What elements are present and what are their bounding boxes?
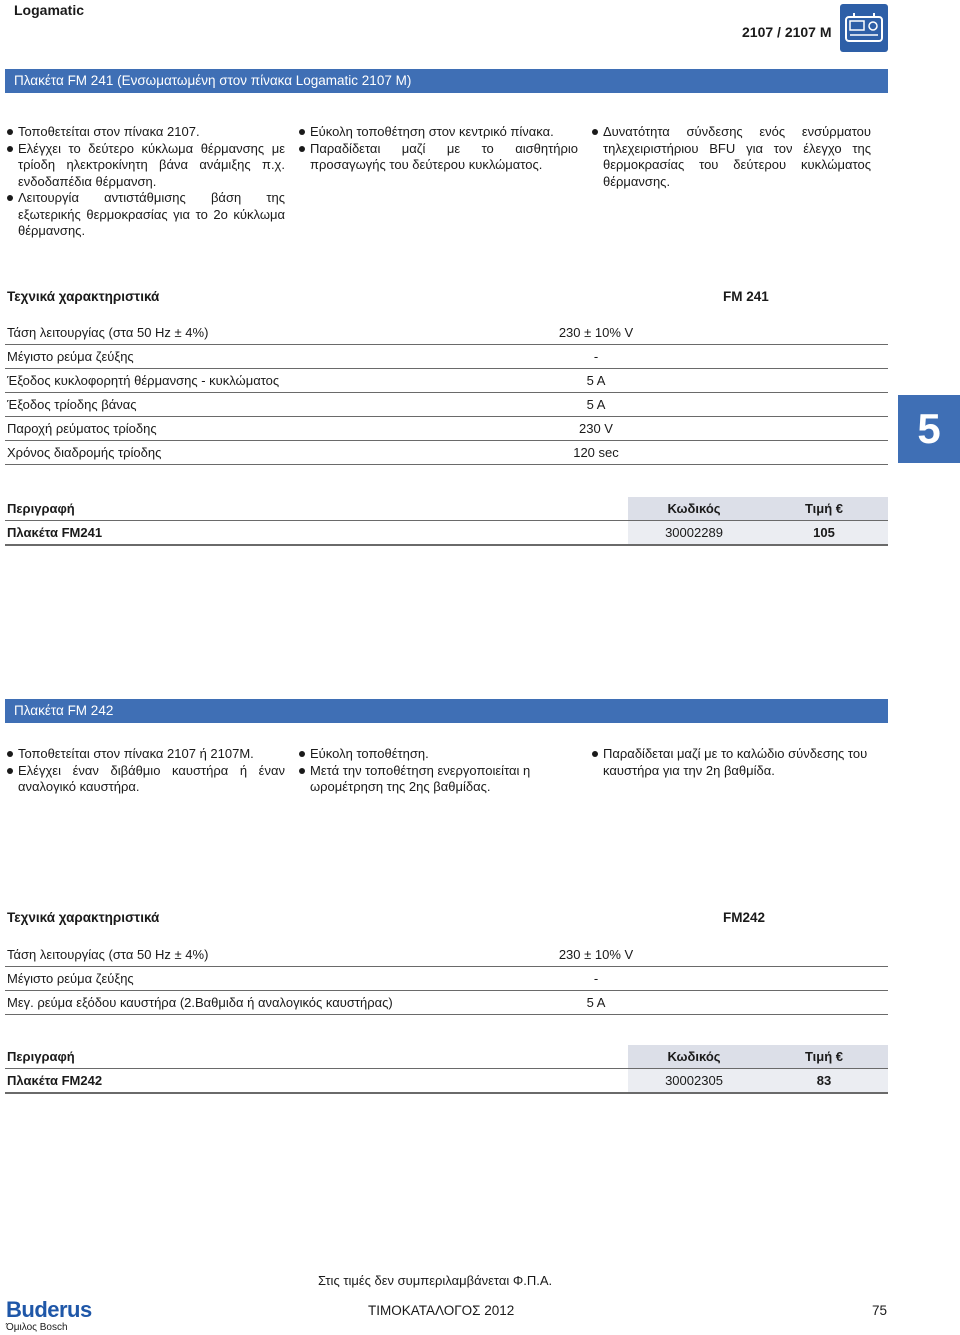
spec-label: Τάση λειτουργίας (στα 50 Hz ± 4%) xyxy=(5,321,404,345)
price-value: 83 xyxy=(758,1069,888,1094)
page-number: 75 xyxy=(872,1303,888,1318)
list-item: Εύκολη τοποθέτηση. xyxy=(298,746,558,763)
header-price: Τιμή € xyxy=(758,1045,888,1069)
list-item: Ελέγχει το δεύτερο κύκλωμα θέρμανσης με τρίοδη ηλεκτροκίνητη βάνα ανάμιξης π.χ. ενδοδαπέδια θέρμανση. xyxy=(6,141,285,191)
spec-value: - xyxy=(404,345,786,369)
spec-label: Έξοδος τρίοδης βάνας xyxy=(5,393,404,417)
header-code: Κωδικός xyxy=(628,1045,758,1069)
spec-value: 5 A xyxy=(404,393,786,417)
model-title: 2107 / 2107 M xyxy=(742,24,832,40)
catalog-title: ΤΙΜΟΚΑΤΑΛΟΓΟΣ 2012 xyxy=(368,1303,515,1318)
price-code: 30002289 xyxy=(628,521,758,546)
price-description: Πλακέτα FM242 xyxy=(5,1069,628,1094)
logo-subtitle: Όμιλος Bosch xyxy=(6,1322,68,1333)
specs-heading: Τεχνικά χαρακτηριστικά xyxy=(7,289,160,304)
brand-title: Logamatic xyxy=(14,2,85,18)
spec-label: Τάση λειτουργίας (στα 50 Hz ± 4%) xyxy=(5,943,404,967)
table-row xyxy=(5,345,888,369)
fm242-features-col1 xyxy=(6,746,285,796)
buderus-logo: Buderus xyxy=(6,1297,92,1322)
spec-value: 120 sec xyxy=(404,441,786,465)
table-row xyxy=(5,417,888,441)
specs-heading: Τεχνικά χαρακτηριστικά xyxy=(7,910,160,925)
list-item: Παραδίδεται μαζί με το αισθητήριο προσαγωγής του δεύτερου κυκλώματος. xyxy=(298,141,578,174)
spec-label: Μέγιστο ρεύμα ζεύξης xyxy=(5,345,404,369)
specs-model: FM 241 xyxy=(723,289,769,304)
header-code: Κωδικός xyxy=(628,497,758,521)
specs-model: FM242 xyxy=(723,910,766,925)
list-item: Παραδίδεται μαζί με το καλώδιο σύνδεσης του καυστήρα για την 2η βαθμίδα. xyxy=(591,746,876,779)
fm242-price-table xyxy=(5,1045,888,1094)
table-row xyxy=(5,369,888,393)
list-item: Εύκολη τοποθέτηση στον κεντρικό πίνακα. xyxy=(298,124,578,141)
section-title-fm241: Πλακέτα FM 241 (Ενσωματωμένη στον πίνακα Logamatic 2107 M) xyxy=(5,69,888,93)
spec-value: 5 A xyxy=(404,991,786,1015)
fm242-specs-table xyxy=(5,943,888,1015)
list-item: Τοποθετείται στον πίνακα 2107. xyxy=(6,124,285,141)
fm242-features-col2 xyxy=(298,746,558,796)
fm242-features-col3 xyxy=(591,746,876,779)
price-description: Πλακέτα FM241 xyxy=(5,521,628,546)
spec-label: Χρόνος διαδρομής τρίοδης xyxy=(5,441,404,465)
table-row xyxy=(5,967,888,991)
chapter-tab: 5 xyxy=(898,395,960,463)
table-header-row xyxy=(5,497,888,521)
spec-label: Έξοδος κυκλοφορητή θέρμανσης - κυκλώματος xyxy=(5,369,404,393)
list-item: Μετά την τοποθέτηση ενεργοποιείται η ωρομέτρηση της 2ης βαθμίδας. xyxy=(298,763,558,796)
spec-value: 5 A xyxy=(404,369,786,393)
list-item: Δυνατότητα σύνδεσης ενός ενσύρματου τηλεχειριστήριου BFU για τον έλεγχο της θερμοκρασίας του δεύτερου κυκλώματος θέρμανσης. xyxy=(591,124,871,190)
price-value: 105 xyxy=(758,521,888,546)
spec-value: 230 ± 10% V xyxy=(404,943,786,967)
fm241-price-table xyxy=(5,497,888,546)
price-code: 30002305 xyxy=(628,1069,758,1094)
table-row xyxy=(5,943,888,967)
spec-value: 230 ± 10% V xyxy=(404,321,786,345)
table-row xyxy=(5,991,888,1015)
spec-label: Μεγ. ρεύμα εξόδου καυστήρα (2.Βαθμιδα ή αναλογικός καυστήρας) xyxy=(5,991,404,1015)
spec-value: 230 V xyxy=(404,417,786,441)
vat-note: Στις τιμές δεν συμπεριλαμβάνεται Φ.Π.Α. xyxy=(318,1273,553,1288)
fm241-features-col2 xyxy=(298,124,578,174)
table-row xyxy=(5,393,888,417)
fm241-features-col1 xyxy=(6,124,285,240)
header-description: Περιγραφή xyxy=(5,1045,628,1069)
table-header-row xyxy=(5,1045,888,1069)
table-row xyxy=(5,521,888,546)
spec-value: - xyxy=(404,967,786,991)
header-price: Τιμή € xyxy=(758,497,888,521)
header-description: Περιγραφή xyxy=(5,497,628,521)
list-item: Τοποθετείται στον πίνακα 2107 ή 2107M. xyxy=(6,746,285,763)
list-item: Λειτουργία αντιστάθμισης βάση της εξωτερικής θερμοκρασίας για το 2ο κύκλωμα θέρμανσης. xyxy=(6,190,285,240)
table-row xyxy=(5,1069,888,1094)
fm241-specs-table xyxy=(5,321,888,465)
table-row xyxy=(5,441,888,465)
controller-device-icon xyxy=(840,4,888,52)
spec-label: Μέγιστο ρεύμα ζεύξης xyxy=(5,967,404,991)
spec-label: Παροχή ρεύματος τρίοδης xyxy=(5,417,404,441)
fm241-features-col3 xyxy=(591,124,871,190)
table-row xyxy=(5,321,888,345)
section-title-fm242: Πλακέτα FM 242 xyxy=(5,699,888,723)
list-item: Ελέγχει έναν διβάθμιο καυστήρα ή έναν αναλογικό καυστήρα. xyxy=(6,763,285,796)
